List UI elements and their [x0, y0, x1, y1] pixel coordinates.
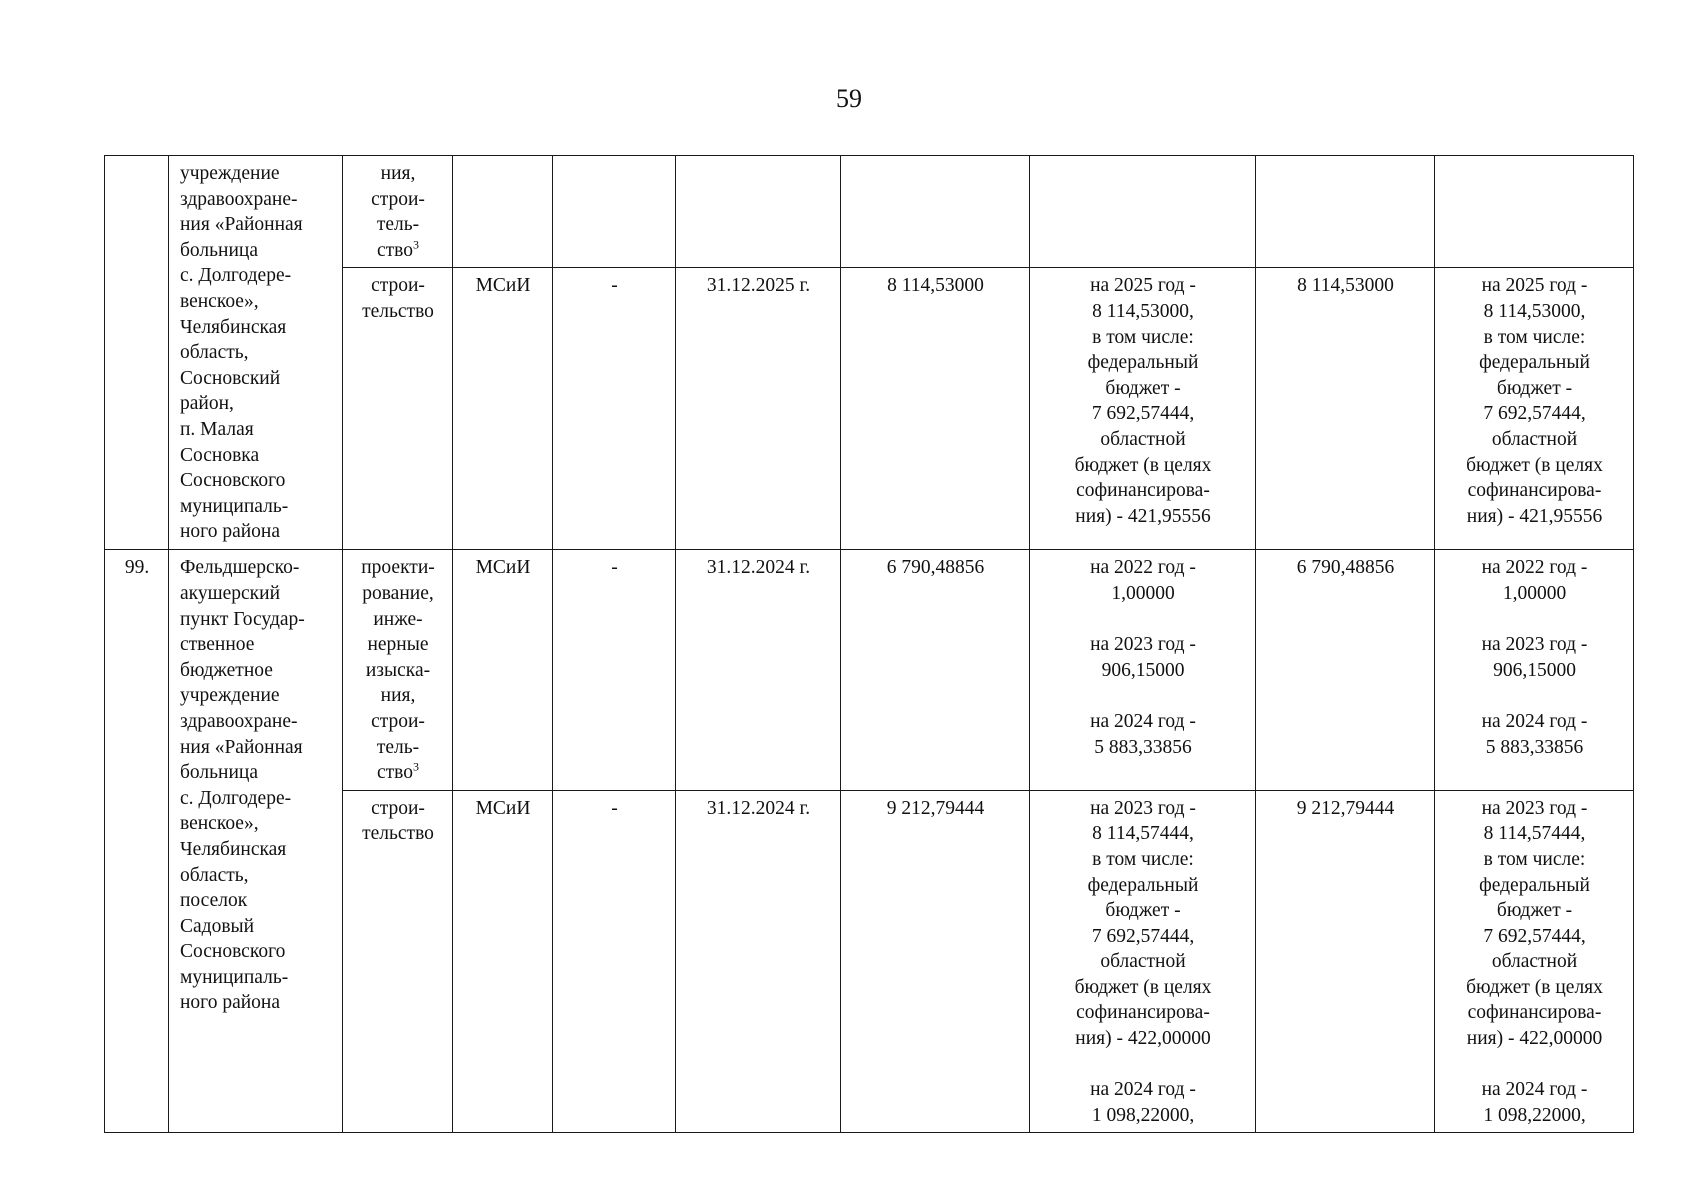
responsible-cell: МСиИ	[453, 550, 553, 790]
text-line: на 2023 год -	[1481, 797, 1588, 819]
object-name-cell	[169, 550, 343, 1133]
text-line: 1,00000	[1502, 582, 1567, 604]
text-line: с. Долгодере-	[180, 787, 292, 809]
text-line: 8 114,53000,	[1483, 300, 1586, 322]
deadline-cell: 31.12.2024 г.	[676, 550, 841, 790]
text-line: бюджет (в целях	[1466, 976, 1603, 998]
text-line: Сосновский	[180, 367, 281, 389]
text-line: пункт Государ-	[180, 608, 305, 630]
text-line: 7 692,57444,	[1091, 925, 1195, 947]
text-line: ния «Районная	[180, 214, 303, 236]
group-spacer	[1442, 683, 1627, 709]
text-line: изыска-	[365, 659, 431, 681]
text-line: бюджет -	[1105, 900, 1181, 922]
text-line: на 2024 год -	[1481, 710, 1588, 732]
text-line: поселок	[180, 890, 248, 912]
text-line: ного района	[180, 992, 281, 1014]
text-line: на 2023 год -	[1481, 634, 1588, 656]
text-line: 906,15000	[1101, 659, 1185, 681]
text-line: строи-	[371, 710, 425, 732]
text-line: софинансирова-	[1076, 1002, 1210, 1024]
dash-cell: -	[553, 268, 676, 550]
funding-cell-2	[1435, 790, 1634, 1133]
group-spacer	[1037, 607, 1249, 633]
text-line: 1 098,22000,	[1483, 1104, 1586, 1126]
text-line: на 2022 год -	[1481, 557, 1588, 579]
object-name-cell	[169, 156, 343, 550]
text-line: бюджет (в целях	[1466, 454, 1603, 476]
text-line: бюджет (в целях	[1074, 976, 1212, 998]
text-line: 7 692,57444,	[1091, 403, 1195, 425]
funding-cell-2	[1435, 156, 1634, 268]
text-line: район,	[180, 393, 234, 415]
text-line: 5 883,33856	[1485, 736, 1584, 758]
text-line: софинансирова-	[1076, 480, 1210, 502]
text-line: 7 692,57444,	[1483, 925, 1586, 947]
work-type-cell	[343, 268, 453, 550]
funding-cell	[1030, 550, 1256, 790]
group-spacer	[1037, 1052, 1249, 1078]
text-line: 1 098,22000,	[1091, 1104, 1195, 1126]
text-line: ственное	[180, 634, 255, 656]
row-number-cell	[105, 156, 169, 550]
text-line: муниципаль-	[180, 966, 289, 988]
text-line: бюджет -	[1105, 377, 1181, 399]
text-line: 8 114,53000,	[1092, 300, 1194, 322]
text-line: рование,	[362, 582, 434, 604]
text-line: ния) - 422,00000	[1466, 1028, 1603, 1050]
text-line: венское»,	[180, 290, 259, 312]
footnote-mark: 3	[413, 759, 419, 774]
row-number-cell: 99.	[105, 550, 169, 1133]
text-line: федеральный	[1479, 874, 1590, 896]
work-type-cell	[343, 790, 453, 1133]
total-cell	[1256, 156, 1435, 268]
table-row	[105, 550, 1634, 790]
text-line: ния) - 422,00000	[1075, 1028, 1211, 1050]
cost-cell: 8 114,53000	[841, 268, 1030, 550]
funding-cell	[1030, 156, 1256, 268]
funding-cell-2	[1435, 550, 1634, 790]
text-line: на 2025 год -	[1090, 275, 1196, 297]
responsible-cell: МСиИ	[453, 268, 553, 550]
text-line: 1,00000	[1111, 582, 1175, 604]
text-line: на 2022 год -	[1090, 557, 1196, 579]
funding-cell-2	[1435, 268, 1634, 550]
deadline-cell: 31.12.2025 г.	[676, 268, 841, 550]
text-line: здравоохране-	[180, 188, 298, 210]
responsible-cell: МСиИ	[453, 790, 553, 1133]
page-number: 59	[836, 84, 862, 113]
total-cell: 8 114,53000	[1256, 268, 1435, 550]
text-line: нерные	[367, 634, 429, 656]
text-line: тель-	[376, 214, 420, 236]
text-line: в том числе:	[1483, 326, 1586, 348]
budget-table	[104, 155, 1634, 1133]
text-line: бюджет -	[1496, 377, 1573, 399]
text-line: областной	[1491, 951, 1578, 973]
group-spacer	[1442, 1052, 1627, 1078]
dash-cell: -	[553, 790, 676, 1133]
text-line: учреждение	[180, 163, 280, 184]
text-line: Челябинская	[180, 316, 287, 338]
text-line: ного района	[180, 521, 281, 543]
text-line: венское»,	[180, 813, 259, 835]
text-line: строи-	[371, 275, 425, 297]
text-line: 7 692,57444,	[1483, 403, 1586, 425]
text-line: ния,	[380, 685, 416, 707]
text-line: на 2024 год -	[1090, 710, 1196, 732]
text-line: проекти-	[361, 557, 435, 579]
text-line: муниципаль-	[180, 495, 289, 517]
text-line: бюджет -	[1496, 900, 1573, 922]
text-line: учреждение	[180, 685, 280, 707]
text-line: ство$^3$	[376, 759, 419, 784]
text-line: тельство	[362, 823, 434, 845]
text-line: в том числе:	[1483, 848, 1586, 870]
text-line: тель-	[376, 736, 420, 758]
cost-cell: 9 212,79444	[841, 790, 1030, 1133]
text-line: 906,15000	[1493, 659, 1576, 681]
text-line: строи-	[371, 188, 425, 210]
deadline-cell	[676, 156, 841, 268]
dash-cell	[553, 156, 676, 268]
text-line: софинансирова-	[1467, 480, 1602, 502]
group-spacer	[1442, 607, 1627, 633]
cost-cell: 6 790,48856	[841, 550, 1030, 790]
text-line: 5 883,33856	[1094, 736, 1192, 758]
text-line: на 2024 год -	[1090, 1079, 1196, 1101]
responsible-cell	[453, 156, 553, 268]
text-line: на 2023 год -	[1090, 797, 1196, 819]
text-line: федеральный	[1087, 874, 1199, 896]
work-type-cell	[343, 550, 453, 790]
text-line: инже-	[373, 608, 423, 630]
text-line: больница	[180, 762, 258, 784]
cost-cell	[841, 156, 1030, 268]
text-line: областной	[1100, 951, 1186, 973]
text-line: ния) - 421,95556	[1075, 505, 1211, 527]
text-line: область,	[180, 342, 249, 364]
text-line: в том числе:	[1092, 848, 1194, 870]
total-cell: 6 790,48856	[1256, 550, 1435, 790]
text-line: Сосновка	[180, 444, 260, 466]
text-line: ство$^3$	[376, 237, 419, 261]
text-line: Фельдшерско-	[180, 557, 300, 579]
text-line: бюджет (в целях	[1074, 454, 1212, 476]
footnote-mark: 3	[413, 237, 419, 252]
text-line: Садовый	[180, 915, 255, 937]
text-line: областной	[1100, 428, 1186, 450]
text-line: 8 114,57444,	[1092, 823, 1194, 845]
text-line: на 2023 год -	[1090, 634, 1196, 656]
group-spacer	[1037, 683, 1249, 709]
text-line: акушерский	[180, 582, 281, 604]
text-line: строи-	[371, 797, 425, 819]
text-line: Челябинская	[180, 838, 287, 860]
text-line: п. Малая	[180, 418, 254, 440]
text-line: 8 114,57444,	[1483, 823, 1586, 845]
text-line: область,	[180, 864, 249, 886]
text-line: на 2024 год -	[1481, 1079, 1588, 1101]
text-line: областной	[1491, 428, 1578, 450]
text-line: здравоохране-	[180, 710, 298, 732]
deadline-cell: 31.12.2024 г.	[676, 790, 841, 1133]
table-row	[105, 156, 1634, 268]
text-line: Сосновского	[180, 470, 286, 492]
text-line: софинансирова-	[1467, 1002, 1602, 1024]
text-line: федеральный	[1479, 352, 1590, 374]
text-line: на 2025 год -	[1481, 275, 1588, 297]
text-line: тельство	[362, 300, 434, 322]
text-line: в том числе:	[1092, 326, 1194, 348]
text-line: больница	[180, 239, 258, 261]
text-line: с. Долгодере-	[180, 265, 292, 287]
text-line: Сосновского	[180, 941, 286, 963]
work-type-cell	[343, 156, 453, 268]
dash-cell: -	[553, 550, 676, 790]
total-cell: 9 212,79444	[1256, 790, 1435, 1133]
text-line: ния «Районная	[180, 736, 303, 758]
text-line: ния) - 421,95556	[1466, 505, 1603, 527]
text-line: федеральный	[1087, 352, 1199, 374]
text-line: ния,	[380, 163, 416, 184]
funding-cell	[1030, 790, 1256, 1133]
text-line: бюджетное	[180, 659, 273, 681]
funding-cell	[1030, 268, 1256, 550]
